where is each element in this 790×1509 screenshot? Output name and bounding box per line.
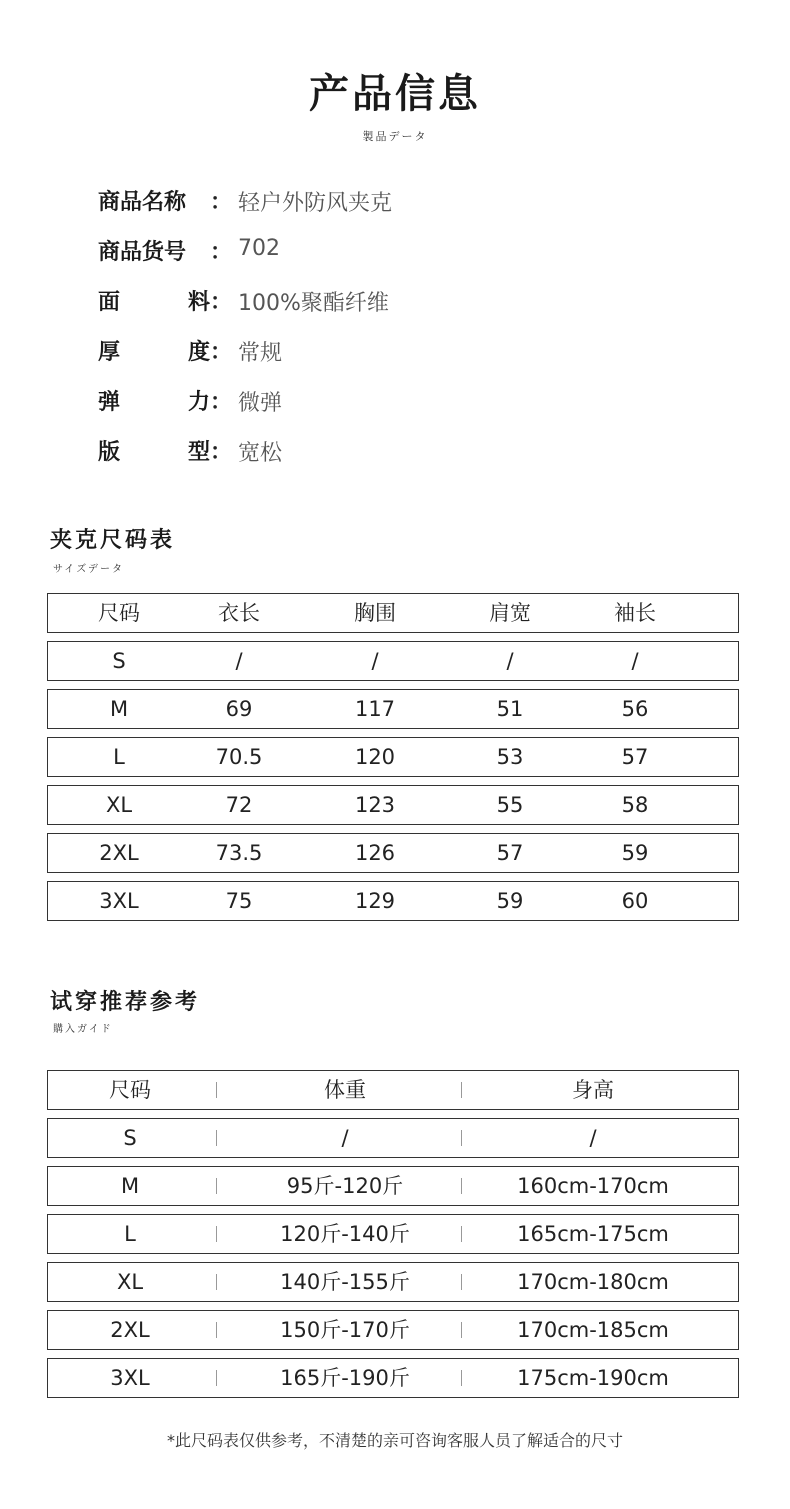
column-header: 尺码 [98, 601, 140, 625]
table-cell: 59 [621, 841, 649, 865]
table-cell: / [589, 1126, 597, 1150]
table-cell: XL [105, 793, 133, 817]
table-cell: 129 [354, 889, 396, 913]
table-header-row [47, 1070, 739, 1110]
table-cell: 57 [621, 745, 649, 769]
table-cell: / [235, 649, 243, 673]
info-value: 702 [238, 236, 280, 261]
column-header: 衣长 [218, 601, 260, 625]
size-chart-title: 夹克尺码表 [50, 528, 176, 553]
table-cell: 57 [496, 841, 524, 865]
table-cell: 150斤-170斤 [280, 1318, 410, 1342]
table-cell: S [123, 1126, 137, 1150]
table-cell: 58 [621, 793, 649, 817]
info-label: 厚 度 [98, 340, 210, 365]
table-cell: 60 [621, 889, 649, 913]
size-chart-table [47, 593, 739, 929]
column-header: 体重 [324, 1078, 366, 1102]
table-cell: 55 [496, 793, 524, 817]
column-divider [461, 1370, 462, 1386]
table-cell: 2XL [99, 841, 139, 865]
table-cell: 165cm-175cm [517, 1222, 669, 1246]
table-cell: 117 [354, 697, 396, 721]
table-cell: 59 [496, 889, 524, 913]
info-label: 商品名称 [98, 190, 187, 215]
info-colon: ： [210, 240, 233, 265]
info-colon: ： [210, 290, 233, 315]
table-row [47, 1118, 739, 1158]
table-cell: 3XL [110, 1366, 150, 1390]
info-colon: ： [210, 440, 233, 465]
footnote: *此尺码表仅供参考，不清楚的亲可咨询客服人员了解适合的尺寸 [166, 1431, 623, 1450]
info-colon: ： [210, 390, 233, 415]
table-cell: M [120, 1174, 140, 1198]
fit-guide-table [47, 1070, 739, 1406]
table-cell: / [506, 649, 514, 673]
table-row [47, 833, 739, 873]
table-row [47, 1214, 739, 1254]
info-value: 常规 [238, 341, 283, 366]
table-cell: 56 [621, 697, 649, 721]
column-divider [461, 1178, 462, 1194]
table-cell: 170cm-185cm [517, 1318, 669, 1342]
table-cell: 72 [225, 793, 253, 817]
table-cell: 123 [354, 793, 396, 817]
column-divider [461, 1226, 462, 1242]
table-cell: XL [116, 1270, 144, 1294]
table-cell: 95斤-120斤 [286, 1174, 404, 1198]
info-label: 版 型 [98, 440, 210, 465]
info-value: 轻户外防风夹克 [238, 191, 393, 216]
table-cell: L [124, 1222, 136, 1246]
table-row [47, 785, 739, 825]
page-subtitle: 製品データ [362, 130, 428, 143]
column-divider [461, 1130, 462, 1146]
table-cell: 165斤-190斤 [280, 1366, 410, 1390]
table-cell: 3XL [99, 889, 139, 913]
table-header-row [47, 593, 739, 633]
table-cell: 53 [496, 745, 524, 769]
table-cell: 170cm-180cm [517, 1270, 669, 1294]
column-divider [216, 1082, 217, 1098]
column-header: 袖长 [614, 601, 656, 625]
table-cell: / [341, 1126, 349, 1150]
info-colon: ： [210, 190, 233, 215]
info-value: 100%聚酯纤维 [238, 291, 389, 316]
table-cell: M [109, 697, 129, 721]
column-header: 肩宽 [489, 601, 531, 625]
table-cell: / [631, 649, 639, 673]
column-divider [461, 1082, 462, 1098]
info-value: 微弹 [238, 391, 283, 416]
table-row [47, 737, 739, 777]
table-cell: 70.5 [215, 745, 263, 769]
info-label: 弹 力 [98, 390, 210, 415]
page-title: 产品信息 [309, 71, 481, 117]
table-cell: 160cm-170cm [517, 1174, 669, 1198]
column-divider [216, 1178, 217, 1194]
column-header: 胸围 [354, 601, 396, 625]
column-divider [461, 1274, 462, 1290]
table-cell: 2XL [110, 1318, 150, 1342]
table-cell: 126 [354, 841, 396, 865]
fit-guide-subtitle: 購入ガイド [53, 1024, 113, 1035]
column-divider [216, 1322, 217, 1338]
table-cell: 51 [496, 697, 524, 721]
table-cell: L [113, 745, 125, 769]
table-row [47, 881, 739, 921]
column-divider [216, 1226, 217, 1242]
table-row [47, 1166, 739, 1206]
column-divider [216, 1274, 217, 1290]
column-divider [461, 1322, 462, 1338]
table-cell: 73.5 [215, 841, 263, 865]
info-value: 宽松 [238, 441, 283, 466]
table-cell: S [112, 649, 126, 673]
table-row [47, 641, 739, 681]
table-cell: / [371, 649, 379, 673]
column-header: 尺码 [109, 1078, 151, 1102]
info-colon: ： [210, 340, 233, 365]
column-divider [216, 1130, 217, 1146]
fit-guide-title: 试穿推荐参考 [50, 990, 201, 1015]
size-chart-subtitle: サイズデータ [53, 564, 124, 575]
table-row [47, 1310, 739, 1350]
column-header: 身高 [572, 1078, 614, 1102]
table-row [47, 689, 739, 729]
column-divider [216, 1370, 217, 1386]
table-cell: 120斤-140斤 [280, 1222, 410, 1246]
table-cell: 175cm-190cm [517, 1366, 669, 1390]
info-label: 面 料 [98, 290, 210, 315]
table-row [47, 1358, 739, 1398]
table-cell: 140斤-155斤 [280, 1270, 410, 1294]
table-cell: 69 [225, 697, 253, 721]
table-row [47, 1262, 739, 1302]
table-cell: 120 [354, 745, 396, 769]
info-label: 商品货号 [98, 240, 187, 265]
table-cell: 75 [225, 889, 253, 913]
